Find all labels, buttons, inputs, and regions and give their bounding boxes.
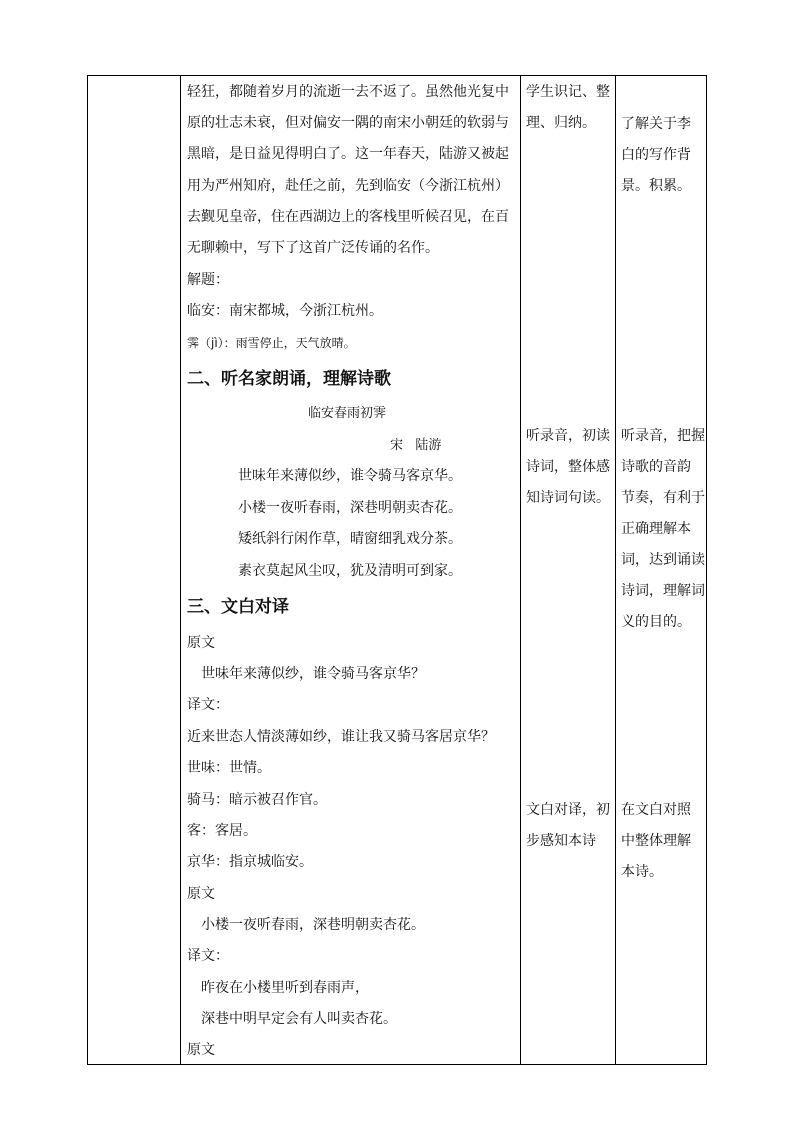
- design-intent-line: 词，达到诵读: [621, 552, 705, 568]
- poem-line: 矮纸斜行闲作草，晴窗细乳戏分茶。: [238, 531, 462, 547]
- design-intent-line: 在文白对照: [621, 802, 691, 818]
- design-intent-line: 本诗。: [621, 864, 663, 880]
- intro-line: 用为严州知府，赴任之前，先到临安（今浙江杭州）: [187, 178, 509, 194]
- yuanwen-label: 原文: [187, 886, 215, 902]
- translation-line: 深巷中明早定会有人叫卖杏花。: [201, 1011, 397, 1027]
- original-line: 世味年来薄似纱，谁令骑马客京华？: [201, 666, 425, 682]
- column-divider: [180, 76, 181, 1064]
- section-heading-3: 三、文白对译: [187, 597, 289, 617]
- student-activity-line: 步感知本诗: [526, 833, 596, 849]
- student-activity-line: 知诗词句读。: [526, 490, 610, 506]
- design-intent-line: 诗词，理解词: [621, 583, 705, 599]
- design-intent-line: 听录音，把握: [621, 428, 705, 444]
- student-activity-line: 理、归纳。: [526, 115, 596, 131]
- design-intent-line: 义的目的。: [621, 614, 691, 630]
- student-activity-line: 诗词，整体感: [526, 459, 610, 475]
- note-shiwei: 世味：世情。: [187, 760, 271, 776]
- intro-line: 无聊赖中，写下了这首广泛传诵的名作。: [187, 240, 439, 256]
- intro-line: 去觐见皇帝，住在西湖边上的客栈里听候召见，在百: [187, 209, 509, 225]
- poem-author: 宋 陆游: [390, 438, 442, 453]
- note-qima: 骑马：暗示被召作官。: [187, 792, 327, 808]
- note-ji: 霁（jì）：雨雪停止，天气放晴。: [187, 336, 356, 350]
- section-heading-2: 二、听名家朗诵，理解诗歌: [187, 369, 391, 389]
- note-ke: 客：客居。: [187, 823, 257, 839]
- yuanwen-label: 原文: [187, 1042, 215, 1058]
- design-intent-line: 景。积累。: [621, 178, 691, 194]
- column-divider: [615, 76, 616, 1064]
- poem-line: 小楼一夜听春雨，深巷明朝卖杏花。: [238, 500, 462, 516]
- yiwen-label: 译文：: [187, 948, 229, 964]
- poem-line: 世味年来薄似纱，谁令骑马客京华。: [238, 468, 462, 484]
- note-jinghua: 京华：指京城临安。: [187, 854, 313, 870]
- intro-line: 黑暗，是日益见得明白了。这一年春天，陆游又被起: [187, 146, 509, 162]
- translation-line: 昨夜在小楼里听到春雨声，: [201, 980, 369, 996]
- design-intent-line: 节奏，有利于: [621, 490, 705, 506]
- original-line: 小楼一夜听春雨，深巷明朝卖杏花。: [201, 917, 425, 933]
- yuanwen-label: 原文: [187, 635, 215, 651]
- column-divider: [520, 76, 521, 1064]
- student-activity-line: 文白对译，初: [526, 802, 610, 818]
- note-linan: 临安：南宋都城，今浙江杭州。: [187, 303, 383, 319]
- intro-line: 轻狂，都随着岁月的流逝一去不返了。虽然他光复中: [187, 84, 509, 100]
- student-activity-line: 听录音，初读: [526, 428, 610, 444]
- yiwen-label: 译文：: [187, 697, 229, 713]
- intro-line: 原的壮志未衰，但对偏安一隅的南宋小朝廷的软弱与: [187, 115, 509, 131]
- poem-line: 素衣莫起风尘叹，犹及清明可到家。: [238, 563, 462, 579]
- jieti-label: 解题：: [187, 272, 229, 288]
- design-intent-line: 了解关于李: [621, 116, 691, 132]
- translation-line: 近来世态人情淡薄如纱，谁让我又骑马客居京华？: [187, 729, 495, 745]
- design-intent-line: 中整体理解: [621, 833, 691, 849]
- design-intent-line: 正确理解本: [621, 521, 691, 537]
- poem-title: 临安春雨初霁: [308, 406, 387, 421]
- student-activity-line: 学生识记、整: [526, 84, 610, 100]
- design-intent-line: 诗歌的音韵: [621, 459, 691, 475]
- design-intent-line: 白的写作背: [621, 147, 691, 163]
